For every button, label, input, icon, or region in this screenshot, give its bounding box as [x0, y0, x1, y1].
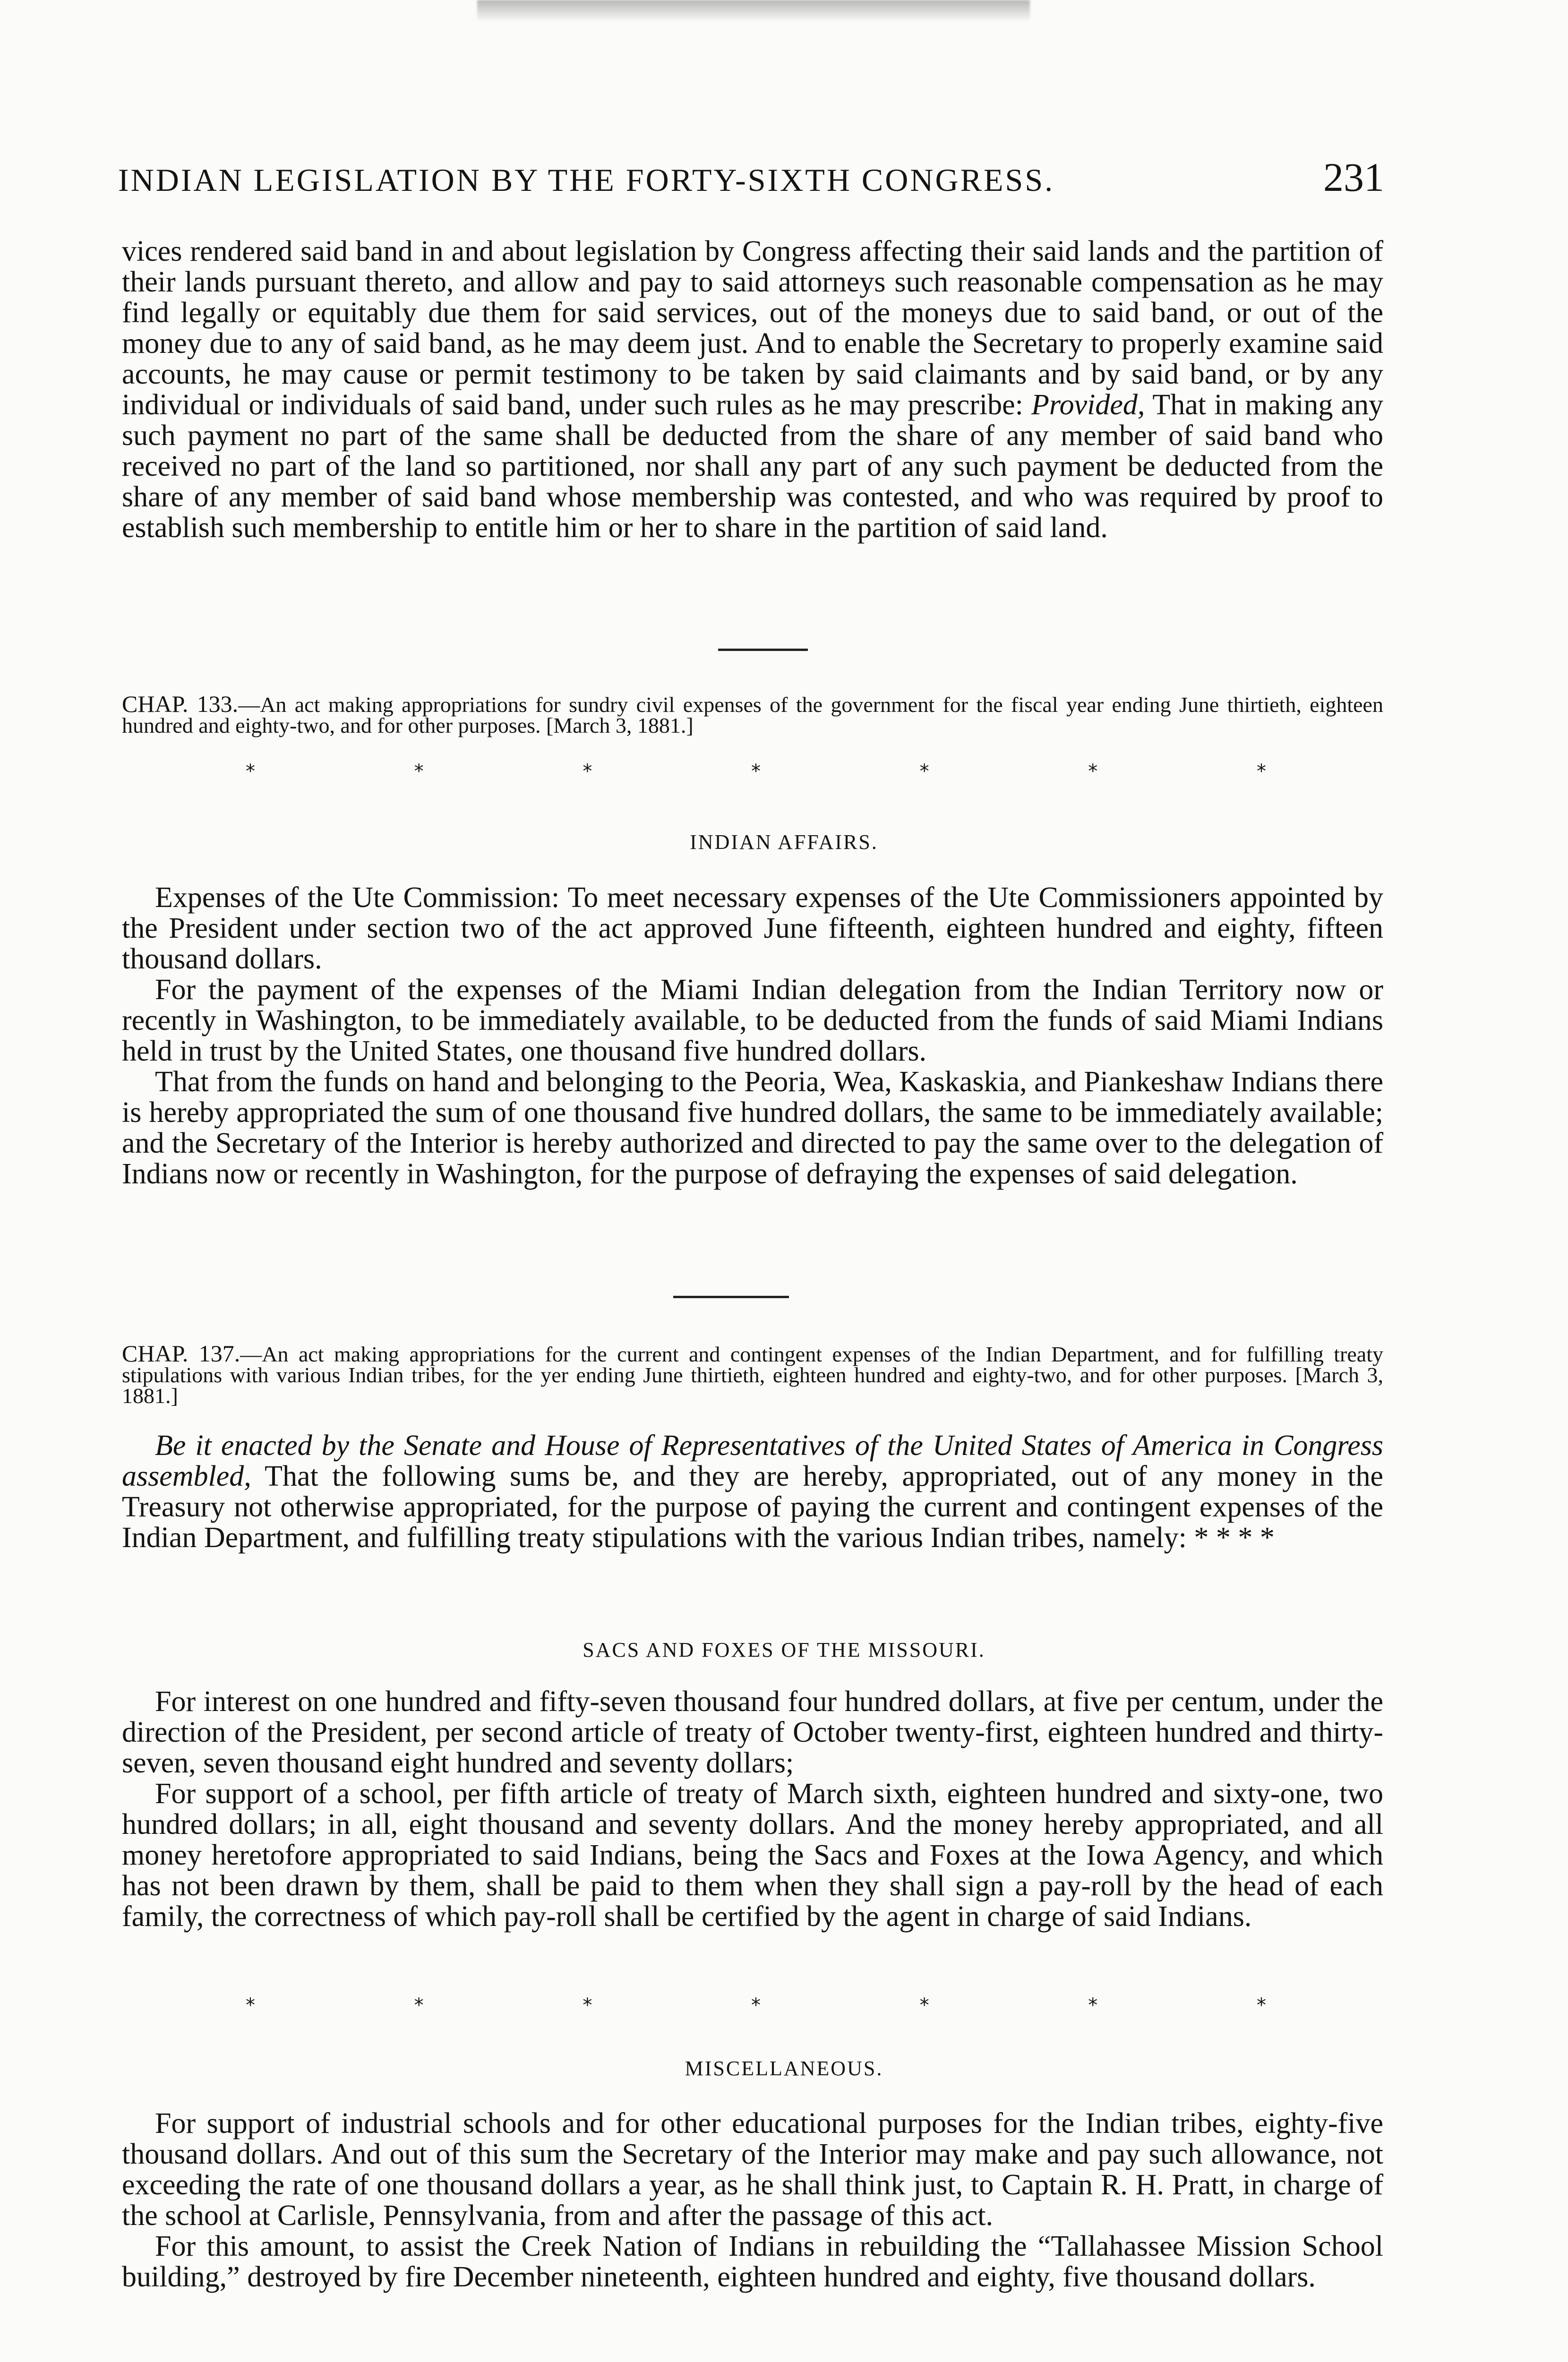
- star: *: [1088, 1994, 1098, 2016]
- star: *: [751, 761, 761, 782]
- star: *: [919, 1994, 929, 2016]
- paragraph-end: That in making any such payment no part of the same shall be deducted from the share of any member of said band who received no part of the land so partitioned, nor shall any part of any such payment be deducted from the share of any member of said band whose membership was contested, and who was required by proof to establish such membership to entitle him or her to share in the partition of said land.: [122, 389, 1383, 544]
- paragraph-start: vices rendered said band in and about legislation by Congress affecting their said lands and the partition of their lands pursuant thereto, and allow and pay to said attorneys such reasonable compensation as he may find legally or equitably due them for said services, out of the moneys due to said band, or out of the money due to any of said band, as he may deem just. And to enable the Secretary to properly examine said accounts, he may cause or permit testimony to be taken by said claimants and by said band, or by any individual or individuals of said band, under such rules as he may prescribe:: [122, 235, 1383, 421]
- section-divider: [718, 649, 808, 651]
- chap-133-label: CHAP. 133.: [122, 691, 239, 717]
- section-heading-miscellaneous: MISCELLANEOUS.: [685, 2057, 883, 2080]
- provided-label: Provided,: [1031, 389, 1145, 421]
- miscellaneous-body: [122, 2108, 1383, 2293]
- section-heading-indian-affairs: INDIAN AFFAIRS.: [690, 830, 878, 854]
- page-number: 231: [1323, 154, 1384, 200]
- chap-137-summary: [122, 1340, 1383, 1408]
- scan-smudge: [477, 0, 1030, 22]
- continued-paragraph: [122, 236, 1383, 543]
- section-heading-sacs-foxes: SACS AND FOXES OF THE MISSOURI.: [583, 1638, 985, 1661]
- paragraph: That from the funds on hand and belonging to the Peoria, Wea, Kaskaskia, and Piankeshaw Indians there is hereby appropriated the sum of one thousand five hundred dollars, the same to be immediately available; and the Secretary of the Interior is hereby authorized and directed to pay the same over to the delegation of Indians now or recently in Washington, for the purpose of defraying the expenses of said delegation.: [122, 1066, 1383, 1190]
- star: *: [1256, 1994, 1266, 2016]
- paragraph: For this amount, to assist the Creek Nation of Indians in rebuilding the “Tallahassee Mission School building,” destroyed by fire December nineteenth, eighteen hundred and eighty, five thousand dollars.: [122, 2230, 1383, 2293]
- enacting-clause: [122, 1430, 1383, 1553]
- paragraph: Expenses of the Ute Commission: To meet necessary expenses of the Ute Commissioners appointed by the President under section two of the act approved June fifteenth, eighteen hundred and eighty, fifteen thousand dollars.: [122, 881, 1383, 975]
- enacting-stars: * * * *: [1194, 1522, 1275, 1554]
- chap-133-text: —An act making appropriations for sundry civil expenses of the government for the fiscal year ending June thirtieth, eighteen hundred and eighty-two, and for other purposes. [March 3, 1881.]: [122, 693, 1383, 737]
- continued-paragraph-block: [122, 236, 1383, 543]
- header-title: INDIAN LEGISLATION BY THE FORTY-SIXTH CONGRESS.: [118, 162, 1055, 198]
- star: *: [414, 1994, 424, 2016]
- omission-stars: [246, 1994, 1266, 2016]
- paragraph: For support of a school, per fifth article of treaty of March sixth, eighteen hundred and sixty-one, two hundred dollars; in all, eight thousand and seventy dollars. And the money hereby appropriated, and all money heretofore appropriated to said Indians, being the Sacs and Foxes at the Iowa Agency, and which has not been drawn by them, shall be paid to them when they shall sign a pay-roll by the head of each family, the correctness of which pay-roll shall be certified by the agent in charge of said Indians.: [122, 1778, 1383, 1933]
- star: *: [583, 761, 592, 782]
- enacting-rest: That the following sums be, and they are hereby, appropriated, out of any money in the Treasury not otherwise appropriated, for the purpose of paying the current and contingent expenses of the Indian Department, and fulfilling treaty stipulations with the various Indian tribes, namely:: [122, 1460, 1383, 1554]
- sacs-foxes-body: [122, 1686, 1383, 1932]
- running-header: [118, 154, 1384, 201]
- chap-137-label: CHAP. 137.: [122, 1340, 240, 1367]
- star: *: [919, 761, 929, 782]
- paragraph: For interest on one hundred and fifty-seven thousand four hundred dollars, at five per centum, under the direction of the President, per second article of treaty of October twenty-first, eighteen hundred and thirty-seven, seven thousand eight hundred and seventy dollars;: [122, 1686, 1383, 1779]
- paragraph: For support of industrial schools and for other educational purposes for the Indian tribes, eighty-five thousand dollars. And out of this sum the Secretary of the Interior may make and pay such allowance, not exceeding the rate of one thousand dollars a year, as he shall think just, to Captain R. H. Pratt, in charge of the school at Carlisle, Pennsylvania, from and after the passage of this act.: [122, 2107, 1383, 2232]
- chap-133-summary: [122, 693, 1383, 736]
- enacting-italic: Be it enacted by the Senate and House of Representatives of the United States of America in Congress assembled,: [122, 1429, 1383, 1492]
- omission-stars: [246, 761, 1266, 782]
- star: *: [246, 1994, 255, 2016]
- star: *: [1256, 761, 1266, 782]
- star: *: [246, 761, 255, 782]
- section-divider: [673, 1296, 789, 1298]
- chap-137-text: —An act making appropriations for the current and contingent expenses of the Indian Department, and for fulfilling treaty stipulations with various Indian tribes, for the yer ending June thirtieth, eighteen hundred and eighty-two, and for other purposes. [March 3, 1881.]: [122, 1342, 1383, 1408]
- star: *: [1088, 761, 1098, 782]
- star: *: [414, 761, 424, 782]
- indian-affairs-body: [122, 882, 1383, 1190]
- enacting-clause-block: [122, 1430, 1383, 1553]
- star: *: [751, 1994, 761, 2016]
- paragraph: For the payment of the expenses of the Miami Indian delegation from the Indian Territory now or recently in Washington, to be immediately available, to be deducted from the funds of said Miami Indians held in trust by the United States, one thousand five hundred dollars.: [122, 974, 1383, 1067]
- star: *: [583, 1994, 592, 2016]
